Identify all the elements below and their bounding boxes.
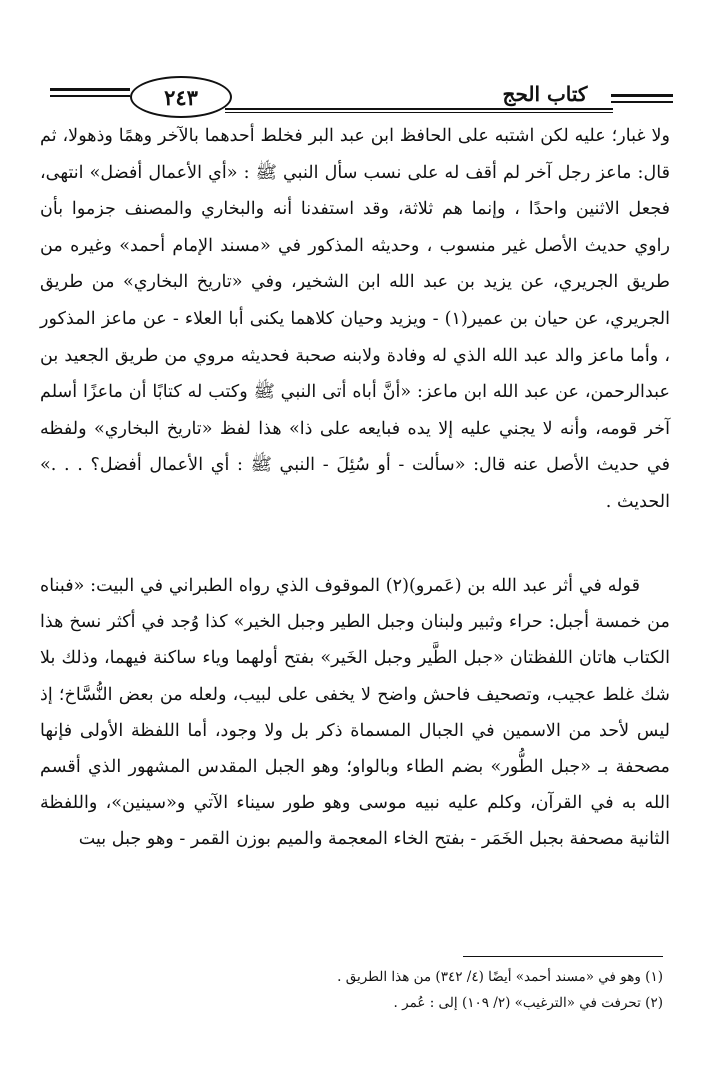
main-text xyxy=(40,118,670,521)
header-rule-right-thin xyxy=(611,101,673,103)
header-baseline-thin xyxy=(225,112,613,113)
footnote-1: (١) وهو في «مسند أحمد» أيضًا (٤/ ٣٤٢) من هذا الطريق . xyxy=(337,969,663,985)
page-number-oval xyxy=(130,76,232,118)
footnote-2: (٢) تحرفت في «الترغيب» (٢/ ١٠٩) إلى : عُمر . xyxy=(393,995,663,1011)
paragraph-2: قوله في أثر عبد الله بن (عَمرو)(٢) الموقوف الذي رواه الطبراني في البيت: «فبناه من خمسة أجبل: حراء وثبير ولبنان وجبل الطير وجبل الخير» كذا وُجد في أكثر نسخ هذا الكتاب هاتان اللفظتان «جبل الطَّير وجبل الخَير» بفتح أولهما وياء ساكنة فيهما، وذلك بلا شك غلط عجيب، وتصحيف فاحش واضح لا يخفى على لبيب، ولعله من بعض النُّسَّاخ؛ إذ ليس لأحد من الاسمين في الجبال المسماة ذكر بل ولا وجود، أما اللفظة الأولى فإنها مصحفة بـ «جبل الطُّور» بضم الطاء وبالواو؛ وهو الجبل المقدس المشهور الذي أقسم الله به في القرآن، وكلم عليه نبيه موسى وهو طور سيناء الآتي و«سينين»، واللفظة الثانية مصحفة بجبل الخَمَر - بفتح الخاء المعجمة والميم بوزن القمر - وهو جبل بيت xyxy=(40,576,670,850)
chapter-title: كتاب الحج xyxy=(502,82,588,106)
header-rule-left-thin xyxy=(50,95,130,97)
footnotes xyxy=(33,964,663,1016)
header-baseline xyxy=(225,108,613,110)
page-number: ٢٤٣ xyxy=(164,84,198,110)
main-text-2 xyxy=(40,568,670,858)
paragraph-1: ولا غبار؛ عليه لكن اشتبه على الحافظ ابن عبد البر فخلط أحدهما بالآخر وهمًا وذهولا، ثم قال: ماعز رجل آخر لم أقف له على نسب سأل النبي ﷺ : «أي الأعمال أفضل» انتهى، فجعل الاثنين واحدًا ، وإنما هم ثلاثة، وقد استفدنا أنه والبخاري والمصنف جزموا بأن راوي حديث الأصل غير منسوب ، وحديثه المذكور في «مسند الإمام أحمد» وغيره من طريق الجريري، عن يزيد بن عبد الله ابن الشخير، وفي «تاريخ البخاري» من طريق الجريري، عن حيان بن عمير(١) - ويزيد وحيان كلاهما يكنى أبا العلاء - عن ماعز المذكور ، وأما ماعز والد عبد الله الذي له وفادة ولابنه صحبة فحديثه مروي من طريق الجعيد بن عبدالرحمن، عن عبد الله ابن ماعز: «أنَّ أباه أتى النبي ﷺ وكتب له كتابًا أن ماعزًا أسلم آخر قومه، وأنه لا يجني عليه إلا يده فبايعه على ذا» هذا لفظ «تاريخ البخاري» ولفظه في حديث الأصل عنه قال: «سألت - أو سُئِلَ - النبي ﷺ : أي الأعمال أفضل؟ . . .» الحديث . xyxy=(40,126,670,512)
header-rule-left xyxy=(50,88,130,91)
page-header xyxy=(30,70,673,120)
header-rule-right xyxy=(611,94,673,97)
footnote-separator xyxy=(463,956,663,957)
